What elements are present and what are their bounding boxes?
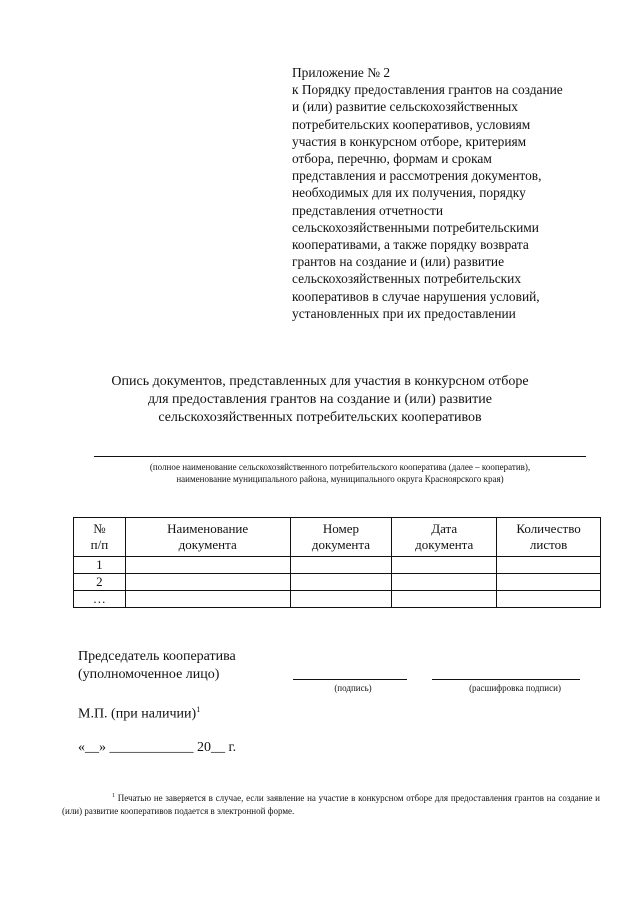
cell-number: … bbox=[74, 591, 126, 608]
cell-sheets[interactable] bbox=[497, 574, 601, 591]
table-header-row bbox=[74, 518, 601, 557]
appendix-line: представления отчетности bbox=[292, 202, 444, 218]
table-row bbox=[74, 557, 601, 574]
heading-line: сельскохозяйственных потребительских кооперативов bbox=[158, 410, 482, 425]
signature-decoding-field[interactable] bbox=[432, 679, 580, 680]
cooperative-name-field[interactable] bbox=[94, 456, 586, 457]
footnote-mark: 1 bbox=[112, 793, 115, 799]
header-number: № п/п bbox=[74, 518, 126, 557]
date-field[interactable]: «__» ____________ 20__ г. bbox=[78, 740, 237, 755]
header-date: Дата документа bbox=[392, 518, 497, 557]
header-name: Наименование документа bbox=[125, 518, 290, 557]
chairman-line: Председатель кооператива bbox=[78, 649, 236, 664]
stamp-label bbox=[78, 705, 200, 723]
cell-name[interactable] bbox=[125, 591, 290, 608]
signature-caption: (подпись) bbox=[334, 683, 372, 693]
cell-date[interactable] bbox=[392, 574, 497, 591]
cell-number: 2 bbox=[74, 574, 126, 591]
footnote-text: Печатью не заверяется в случае, если заявление на участие в конкурсном отборе для предоставления грантов на создание и (или) развитие кооперативов подается в электронной форме. bbox=[62, 793, 600, 816]
cell-date[interactable] bbox=[392, 591, 497, 608]
cell-number: 1 bbox=[74, 557, 126, 574]
appendix-line: к Порядку предоставления грантов на создание bbox=[292, 82, 563, 98]
cell-date[interactable] bbox=[392, 557, 497, 574]
cell-name[interactable] bbox=[125, 574, 290, 591]
table-row bbox=[74, 591, 601, 608]
appendix-line: и (или) развитие сельскохозяйственных bbox=[292, 99, 518, 115]
appendix-line: сельскохозяйственных потребительских bbox=[292, 271, 522, 287]
appendix-line: кооперативами, а также порядку возврата bbox=[292, 237, 529, 253]
signature-field[interactable] bbox=[293, 679, 407, 680]
chairman-label bbox=[78, 648, 236, 684]
footnote-ref: 1 bbox=[196, 705, 201, 714]
chairman-line: (уполномоченное лицо) bbox=[78, 667, 220, 682]
heading-line: для предоставления грантов на создание и (или) развитие bbox=[148, 392, 492, 407]
cell-name[interactable] bbox=[125, 557, 290, 574]
cooperative-name-caption bbox=[70, 461, 610, 485]
heading-line: Опись документов, представленных для участия в конкурсном отборе bbox=[111, 374, 529, 389]
signature-decoding-caption: (расшифровка подписи) bbox=[469, 683, 561, 693]
cell-doc-number[interactable] bbox=[290, 574, 392, 591]
document-heading bbox=[60, 373, 580, 427]
appendix-line: отбора, перечню, формам и срокам bbox=[292, 151, 492, 167]
appendix-line: необходимых для их получения, порядку bbox=[292, 185, 526, 201]
documents-table bbox=[73, 517, 601, 608]
cell-doc-number[interactable] bbox=[290, 591, 392, 608]
appendix-line: кооперативов в случае нарушения условий, bbox=[292, 288, 540, 304]
header-doc-number: Номер документа bbox=[290, 518, 392, 557]
table-row bbox=[74, 574, 601, 591]
appendix-line: потребительских кооперативов, условиям bbox=[292, 116, 531, 132]
appendix-header bbox=[292, 64, 592, 322]
caption-line: наименование муниципального района, муниципального округа Красноярского края) bbox=[176, 474, 504, 484]
stamp-text: М.П. (при наличии) bbox=[78, 706, 197, 722]
cell-sheets[interactable] bbox=[497, 557, 601, 574]
appendix-line: участия в конкурсном отборе, критериям bbox=[292, 133, 527, 149]
appendix-line: сельскохозяйственными потребительскими bbox=[292, 219, 539, 235]
appendix-title: Приложение № 2 bbox=[292, 65, 391, 80]
appendix-line: представления и рассмотрения документов, bbox=[292, 168, 542, 184]
caption-line: (полное наименование сельскохозяйственного потребительского кооператива (далее – кооператив), bbox=[149, 462, 531, 472]
appendix-line: грантов на создание и (или) развитие bbox=[292, 254, 505, 270]
cell-doc-number[interactable] bbox=[290, 557, 392, 574]
cell-sheets[interactable] bbox=[497, 591, 601, 608]
footnote bbox=[62, 790, 600, 818]
header-sheets: Количество листов bbox=[497, 518, 601, 557]
appendix-line: установленных при их предоставлении bbox=[292, 305, 516, 321]
